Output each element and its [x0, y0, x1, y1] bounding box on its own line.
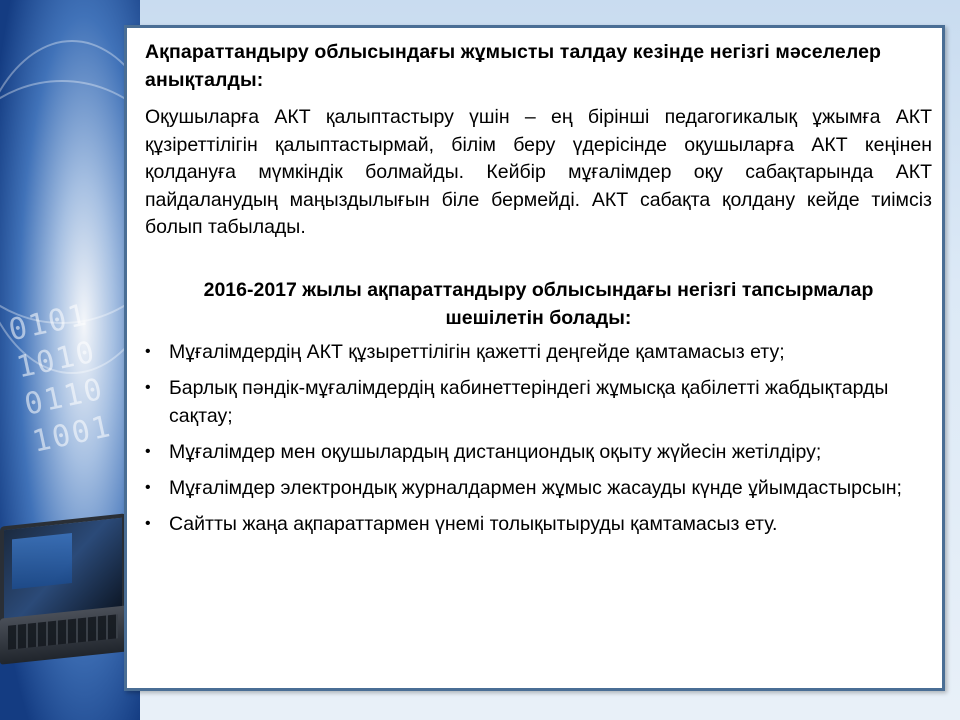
spacer [145, 242, 932, 276]
list-item [145, 438, 932, 466]
slide-heading: Ақпараттандыру облысындағы жұмысты талдау кезінде негізгі мәселелер анықталды: [145, 41, 882, 91]
slide-paragraph: Оқушыларға АКТ қалыптастыру үшін – ең бірінші педагогикалық ұжымға АКТ құзіреттілігін қалыптастырмай, білім беру үдерісінде оқушыларға АКТ кеңінен қолдануға мүмкіндік болмайды. Кейбір мұғалімдер оқу сабақтарында АКТ пайдаланудың маңыздылығын біле бермейді. АКТ сабақта қолдану кейде тиімсіз болып табылады. [145, 106, 932, 238]
list-item-text: Мұғалімдер мен оқушылардың дистанциондық оқыту жүйесін жетілдіру; [169, 440, 822, 463]
list-item [145, 474, 932, 502]
list-item-text: Мұғалімдердің АКТ құзыреттілігін қажетті деңгейде қамтамасыз ету; [169, 340, 785, 363]
bullet-icon: • [145, 378, 151, 396]
bullet-icon: • [145, 342, 151, 360]
laptop-window-image [12, 533, 72, 589]
bullet-icon: • [145, 478, 151, 496]
list-item [145, 374, 932, 430]
section-title: 2016-2017 жылы ақпараттандыру облысындағы негізгі тапсырмалар шешілетін болады: [203, 278, 874, 329]
bullet-icon: • [145, 514, 151, 532]
binary-digits-decoration: 0101 1010 0110 1001 [5, 297, 116, 460]
list-item [145, 510, 932, 538]
list-item-text: Сайтты жаңа ақпараттармен үнемі толықытыруды қамтамасыз ету. [169, 512, 778, 535]
list-item-text: Мұғалімдер электрондық журналдармен жұмыс жасауды күнде ұйымдастырсын; [169, 476, 902, 499]
background-decoration [0, 0, 140, 720]
list-item [145, 338, 932, 366]
list-item-text: Барлық пәндік-мұғалімдердің кабинеттеріндегі жұмысқа қабілетті жабдықтарды сақтау; [169, 376, 889, 427]
bullet-icon: • [145, 442, 151, 460]
laptop-image [0, 520, 130, 670]
content-frame [124, 25, 945, 691]
task-list [145, 338, 932, 538]
